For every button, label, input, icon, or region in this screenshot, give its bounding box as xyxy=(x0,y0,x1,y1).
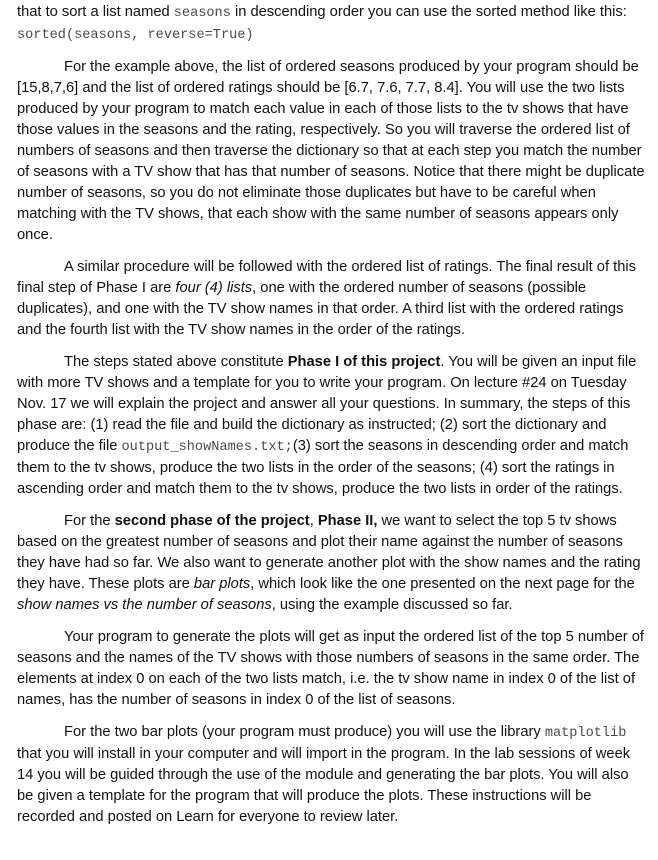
paragraph-plot-input xyxy=(17,627,647,711)
text: For the example above, the list of ordered seasons produced by your program should be [15,8,7,6] and the list of ordered ratings should be [6.7, 7.6, 7.7, 8.4]. You will use the two lists produced by your program to match each value in each of those lists to the tv shows that have those values in the seasons and the rating, respectively. So you will traverse the ordered list of numbers of seasons and then traverse the dictionary so that at each step you match the number of seasons with a TV show that has that number of seasons. Notice that there might be duplicate number of seasons, so you do not eliminate those duplicates but have to be careful when matching with the TV shows, that each show with the same number of seasons appears only once. xyxy=(17,59,645,243)
document-page xyxy=(17,2,647,839)
text: that you will install in your computer and will import in the program. In the lab sessions of week 14 you will be guided through the use of the module and generating the bar plots. You will also be given a template for the program that will produce the plots. These instructions will be recorded and posted on Learn for everyone to review later. xyxy=(17,746,631,825)
text: . You will be given an input file with more TV shows and a template for you to write your program. On lecture #24 on Tuesday Nov. 17 we will explain the project and answer all your questions. In summary, the steps of this phase are: (1) read the file and build the dictionary as instructed; (2) sort the dictionary and produce the file xyxy=(17,354,637,454)
paragraph-sorted-method xyxy=(17,2,647,46)
text: we want to select the top 5 tv shows based on the greatest number of seasons and plot their name against the number of seasons they have had so far. We also want to generate another plot with the show names and the rating they have. These plots are xyxy=(17,513,641,592)
bold-second-phase: second phase of the project xyxy=(114,513,310,529)
text: , one with the ordered number of seasons (possible duplicates), and one with the TV show names in that order. A third list with the ordered ratings and the fourth list with the TV show names in the order of the ratings. xyxy=(17,280,624,338)
text: (3) sort the seasons in descending order and match them to the tv shows, produce the two lists in the order of the seasons; (4) sort the ratings in ascending order and match them to the tv shows, produce the two lists in order of the ratings. xyxy=(17,438,629,497)
bold-phase-one: Phase I of this project xyxy=(287,354,441,370)
text: , using the example discussed so far. xyxy=(271,597,513,613)
text: The steps stated above constitute xyxy=(64,354,288,370)
text: For the xyxy=(64,513,115,529)
text: in descending order you can use the sorted method like this: xyxy=(230,4,627,20)
text: A similar procedure will be followed with the ordered list of ratings. The final result of this final step of Phase I are xyxy=(17,259,636,296)
paragraph-example-lists xyxy=(17,57,647,246)
paragraph-phase-one xyxy=(17,352,647,500)
paragraph-phase-two xyxy=(17,511,647,616)
text: Your program to generate the plots will get as input the ordered list of the top 5 number of seasons and the names of the TV shows with those numbers of seasons in the same order. The elements at index 0 on each of the two lists match, i.e. the tv show name in index 0 of the list of names, has the number of seasons in index 0 of the list of seasons. xyxy=(17,629,644,708)
code-sorted-call: sorted(seasons, reverse=True) xyxy=(17,28,254,43)
code-seasons: seasons xyxy=(173,6,231,21)
code-output-file: output_showNames.txt; xyxy=(121,440,293,455)
bold-phase-two: Phase II, xyxy=(317,513,378,529)
code-matplotlib: matplotlib xyxy=(544,726,627,741)
paragraph-ratings-procedure xyxy=(17,257,647,341)
italic-bar-plots: bar plots xyxy=(193,576,251,592)
italic-show-names-vs-seasons: show names vs the number of seasons xyxy=(17,597,272,613)
text: , which look like the one presented on the next page for the xyxy=(250,576,635,592)
text: For the two bar plots (your program must produce) you will use the library xyxy=(64,724,545,740)
paragraph-matplotlib xyxy=(17,722,647,828)
italic-four-lists: four (4) lists xyxy=(175,280,253,296)
text: that to sort a list named xyxy=(17,4,174,20)
text: , xyxy=(309,513,318,529)
